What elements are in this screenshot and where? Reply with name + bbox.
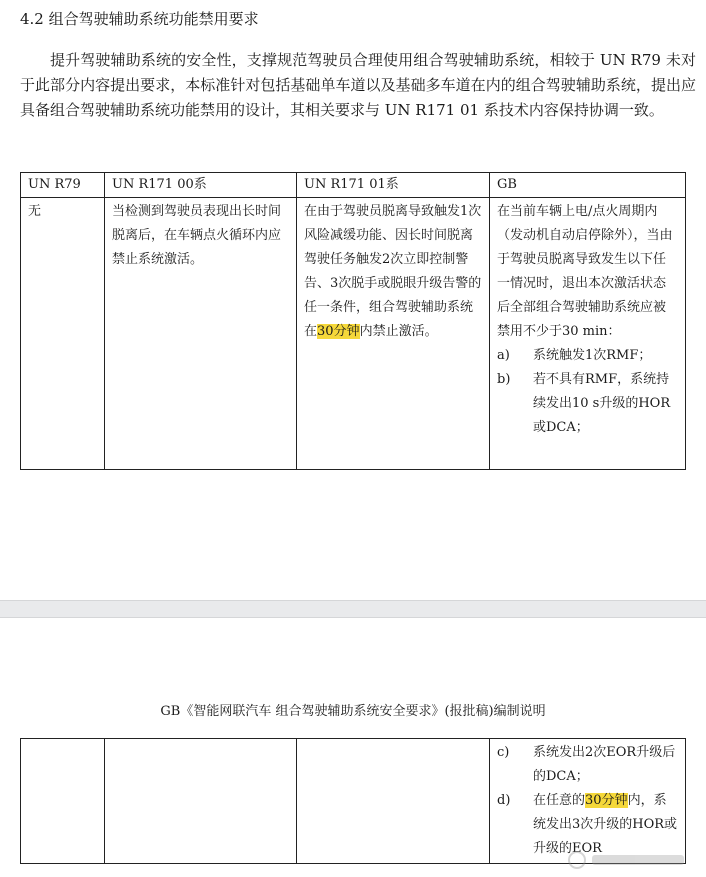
cell-text: 在由于驾驶员脱离导致触发1次风险减缓功能、因长时间脱离驾驶任务触发2次立即控制警告、3次脱手或脱眼升级告警的任一条件，组合驾驶辅助系统在	[304, 204, 482, 339]
list-marker: c)	[497, 745, 510, 760]
page-separator	[0, 600, 706, 618]
list-item	[497, 344, 678, 368]
list-marker: a)	[497, 348, 510, 363]
comparison-table-continued	[20, 738, 686, 864]
list-text: 系统触发1次RMF；	[533, 348, 652, 363]
col-header-r171-01: UN R171 01系	[297, 173, 490, 198]
page-header-title: GB《智能网联汽车 组合驾驶辅助系统安全要求》(报批稿)编制说明	[160, 704, 546, 719]
cell-r79	[21, 739, 105, 864]
cell-gb	[490, 198, 686, 470]
cell-r171-01	[297, 198, 490, 470]
highlighted-duration: 30分钟	[585, 793, 628, 808]
cell-r79: 无	[21, 198, 105, 470]
list-item	[497, 741, 678, 789]
watermark-icon	[568, 851, 586, 869]
list-marker: b)	[497, 372, 511, 387]
highlighted-duration: 30分钟	[317, 324, 360, 339]
comparison-table	[20, 172, 686, 470]
watermark-logo	[568, 849, 688, 871]
watermark-mark	[592, 855, 684, 865]
cell-r171-00: 当检测到驾驶员表现出长时间脱离后，在车辆点火循环内应禁止系统激活。	[105, 198, 297, 470]
col-header-r79: UN R79	[21, 173, 105, 198]
list-text: 系统发出2次EOR升级后的DCA；	[533, 745, 676, 784]
list-text: 若不具有RMF，系统持续发出10 s升级的HOR或DCA；	[533, 372, 671, 435]
list-item	[497, 368, 678, 440]
cell-r171-01	[297, 739, 490, 864]
list-text-part: 内，系统发出3次升级的HOR或升级的EOR	[533, 793, 678, 856]
section-heading: 4.2 组合驾驶辅助系统功能禁用要求	[20, 10, 259, 28]
cell-gb	[490, 739, 686, 864]
cell-text: 内禁止激活。	[359, 324, 438, 339]
section-paragraph: 提升驾驶辅助系统的安全性，支撑规范驾驶员合理使用组合驾驶辅助系统，相较于 UN R79 未对于此部分内容提出要求，本标准针对包括基础单车道以及基础多车道在内的组合驾驶辅助系统，提出应具备组合驾驶辅助系统功能禁用的设计，其相关要求与 UN R171 01 系技术内容保持协调一致。	[20, 51, 696, 119]
table-row	[21, 739, 686, 864]
cell-r171-00	[105, 739, 297, 864]
col-header-gb: GB	[490, 173, 686, 198]
table-header-row	[21, 173, 686, 198]
col-header-r171-00: UN R171 00系	[105, 173, 297, 198]
list-text-part: 在任意的	[533, 793, 586, 808]
gb-intro: 在当前车辆上电/点火周期内（发动机自动启停除外），当由于驾驶员脱离导致发生以下任一情况时，退出本次激活状态后全部组合驾驶辅助系统应被禁用不少于30 min：	[497, 204, 673, 339]
list-marker: d)	[497, 793, 511, 808]
table-row	[21, 198, 686, 470]
